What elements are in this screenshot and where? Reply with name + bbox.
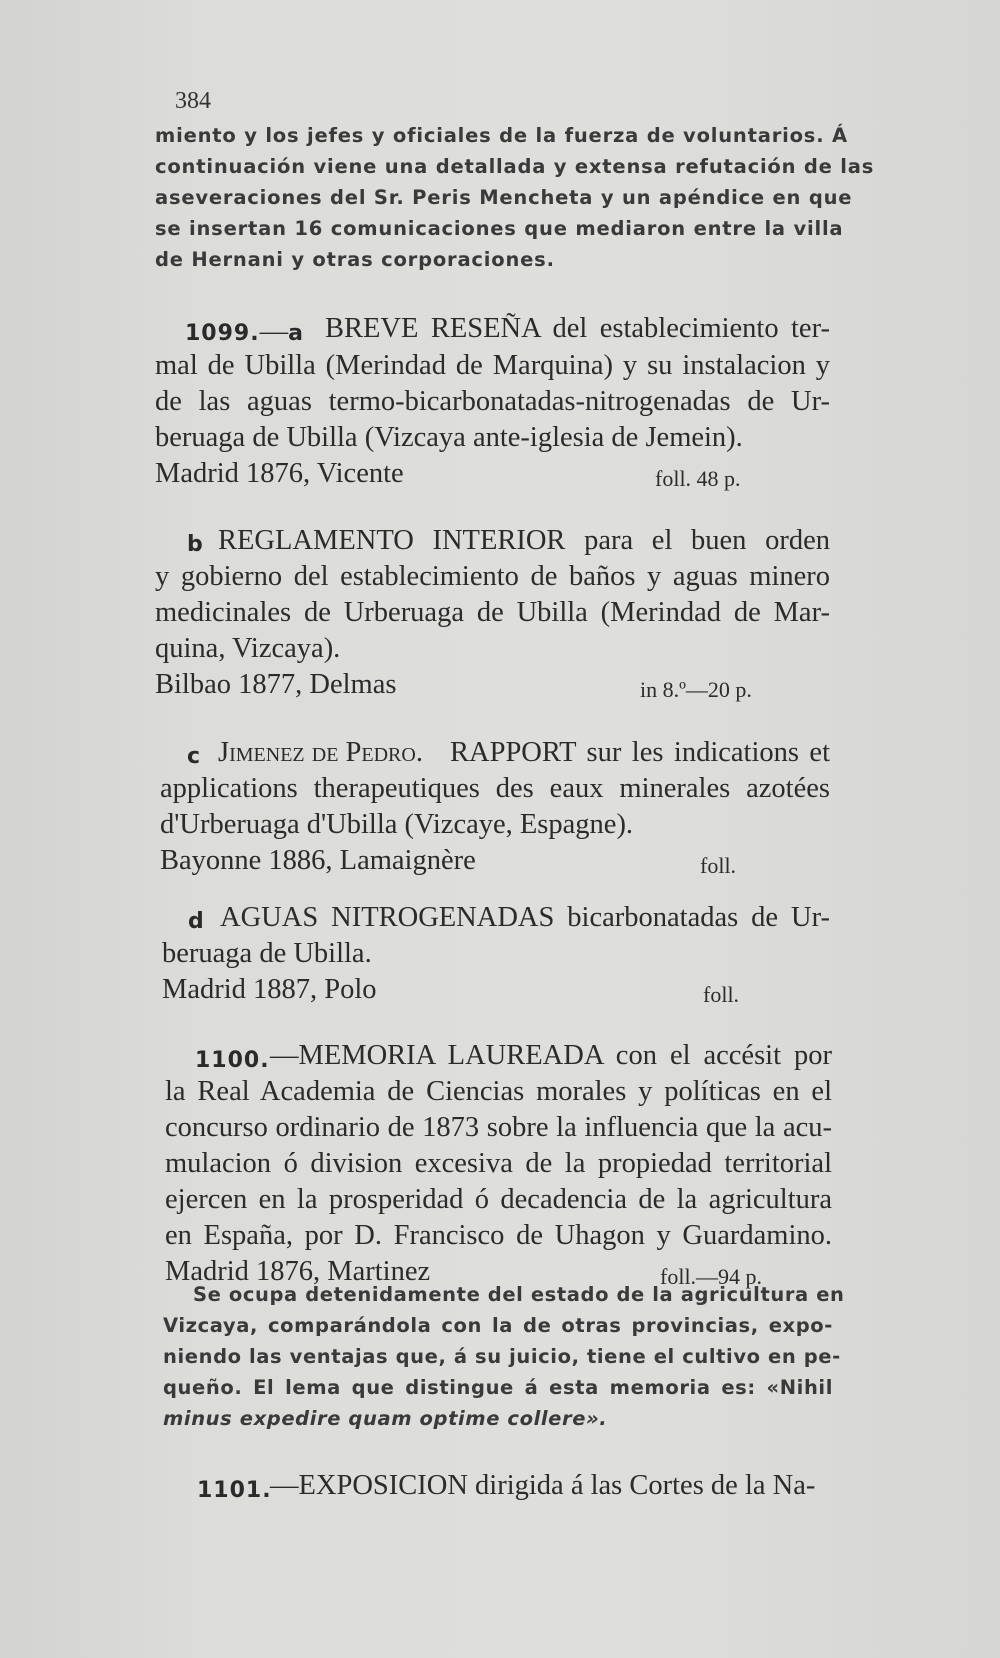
entry-text-line: AGUAS NITROGENADAS bicarbonatadas de Ur- xyxy=(220,902,830,933)
entry-text-line: beruaga de Ubilla (Vizcaya ante-iglesia de Jemein). xyxy=(155,422,743,453)
intro-line: aseveraciones del Sr. Peris Mencheta y un apéndice en que xyxy=(155,186,853,209)
entry-text-line: BREVE RESEÑA del establecimiento ter- xyxy=(325,313,830,344)
page-number: 384 xyxy=(175,88,211,114)
entry-text-line: beruaga de Ubilla. xyxy=(162,938,372,969)
author-name: Jimenez de Pedro. xyxy=(218,737,423,768)
dash: — xyxy=(259,316,289,347)
entry-text-line: de las aguas termo-bicarbonatadas-nitrogenadas de Ur- xyxy=(155,386,830,417)
entry-text-line: d'Urberuaga d'Ubilla (Vizcaye, Espagne). xyxy=(160,809,634,840)
imprint: Madrid 1887, Polo xyxy=(162,974,377,1005)
format: in 8.º—20 p. xyxy=(640,677,752,702)
format: foll.—94 p. xyxy=(660,1264,763,1289)
note-line: queño. El lema que distingue á esta memoria es: «Nihil xyxy=(163,1376,833,1399)
entry-text-line: quina, Vizcaya). xyxy=(155,633,341,664)
entry-text-line: ejercen en la prosperidad ó decadencia de la agricultura xyxy=(165,1184,832,1215)
item-letter-d: d xyxy=(188,909,204,934)
entry-number: 1099. xyxy=(185,321,260,346)
entry-text-line: medicinales de Urberuaga de Ubilla (Merindad de Mar- xyxy=(155,597,830,628)
item-letter-a: a xyxy=(288,321,303,346)
intro-line: se insertan 16 comunicaciones que mediaron entre la villa xyxy=(155,217,844,240)
entry-text-line: applications therapeutiques des eaux minerales azotées xyxy=(160,773,830,804)
entry-text-line: mulacion ó division excesiva de la propiedad territorial xyxy=(165,1148,832,1179)
note-line: niendo las ventajas que, á su juicio, tiene el cultivo en pe- xyxy=(163,1345,841,1368)
format: foll. 48 p. xyxy=(655,466,741,491)
intro-line: miento y los jefes y oficiales de la fuerza de voluntarios. Á xyxy=(155,124,848,147)
entry-text-line: en España, por D. Francisco de Uhagon y Guardamino. xyxy=(165,1220,832,1251)
note-line: minus expedire quam optime collere». xyxy=(163,1407,608,1430)
intro-line: continuación viene una detallada y extensa refutación de las xyxy=(155,155,875,178)
intro-line: de Hernani y otras corporaciones. xyxy=(155,248,555,271)
format: foll. xyxy=(703,982,740,1007)
imprint: Madrid 1876, Martinez xyxy=(165,1256,431,1287)
imprint: Bayonne 1886, Lamaignère xyxy=(160,845,476,876)
item-letter-c: c xyxy=(187,744,201,769)
entry-number: 1100. xyxy=(195,1048,270,1073)
entry-text-line: concurso ordinario de 1873 sobre la influencia que la acu- xyxy=(165,1112,832,1143)
entry-text-line: RAPPORT sur les indications et xyxy=(450,737,830,768)
note-line: Vizcaya, comparándola con la de otras provincias, expo- xyxy=(163,1314,833,1337)
entry-text-line: y gobierno del establecimiento de baños y aguas minero xyxy=(155,561,830,592)
entry-1099-heading xyxy=(185,316,303,348)
entry-number: 1101. xyxy=(197,1478,272,1503)
imprint: Bilbao 1877, Delmas xyxy=(155,669,397,700)
item-letter-b: b xyxy=(187,532,203,557)
entry-text-line: REGLAMENTO INTERIOR para el buen orden xyxy=(218,525,830,556)
entry-text-line: la Real Academia de Ciencias morales y políticas en el xyxy=(165,1076,832,1107)
entry-text-line: mal de Ubilla (Merindad de Marquina) y su instalacion y xyxy=(155,350,830,381)
format: foll. xyxy=(700,853,737,878)
entry-text-line: —EXPOSICION dirigida á las Cortes de la Na- xyxy=(270,1470,816,1501)
note-line: Se ocupa detenidamente del estado de la agricultura en xyxy=(193,1283,845,1306)
entry-text-line: —MEMORIA LAUREADA con el accésit por xyxy=(270,1040,832,1071)
imprint: Madrid 1876, Vicente xyxy=(155,458,404,489)
